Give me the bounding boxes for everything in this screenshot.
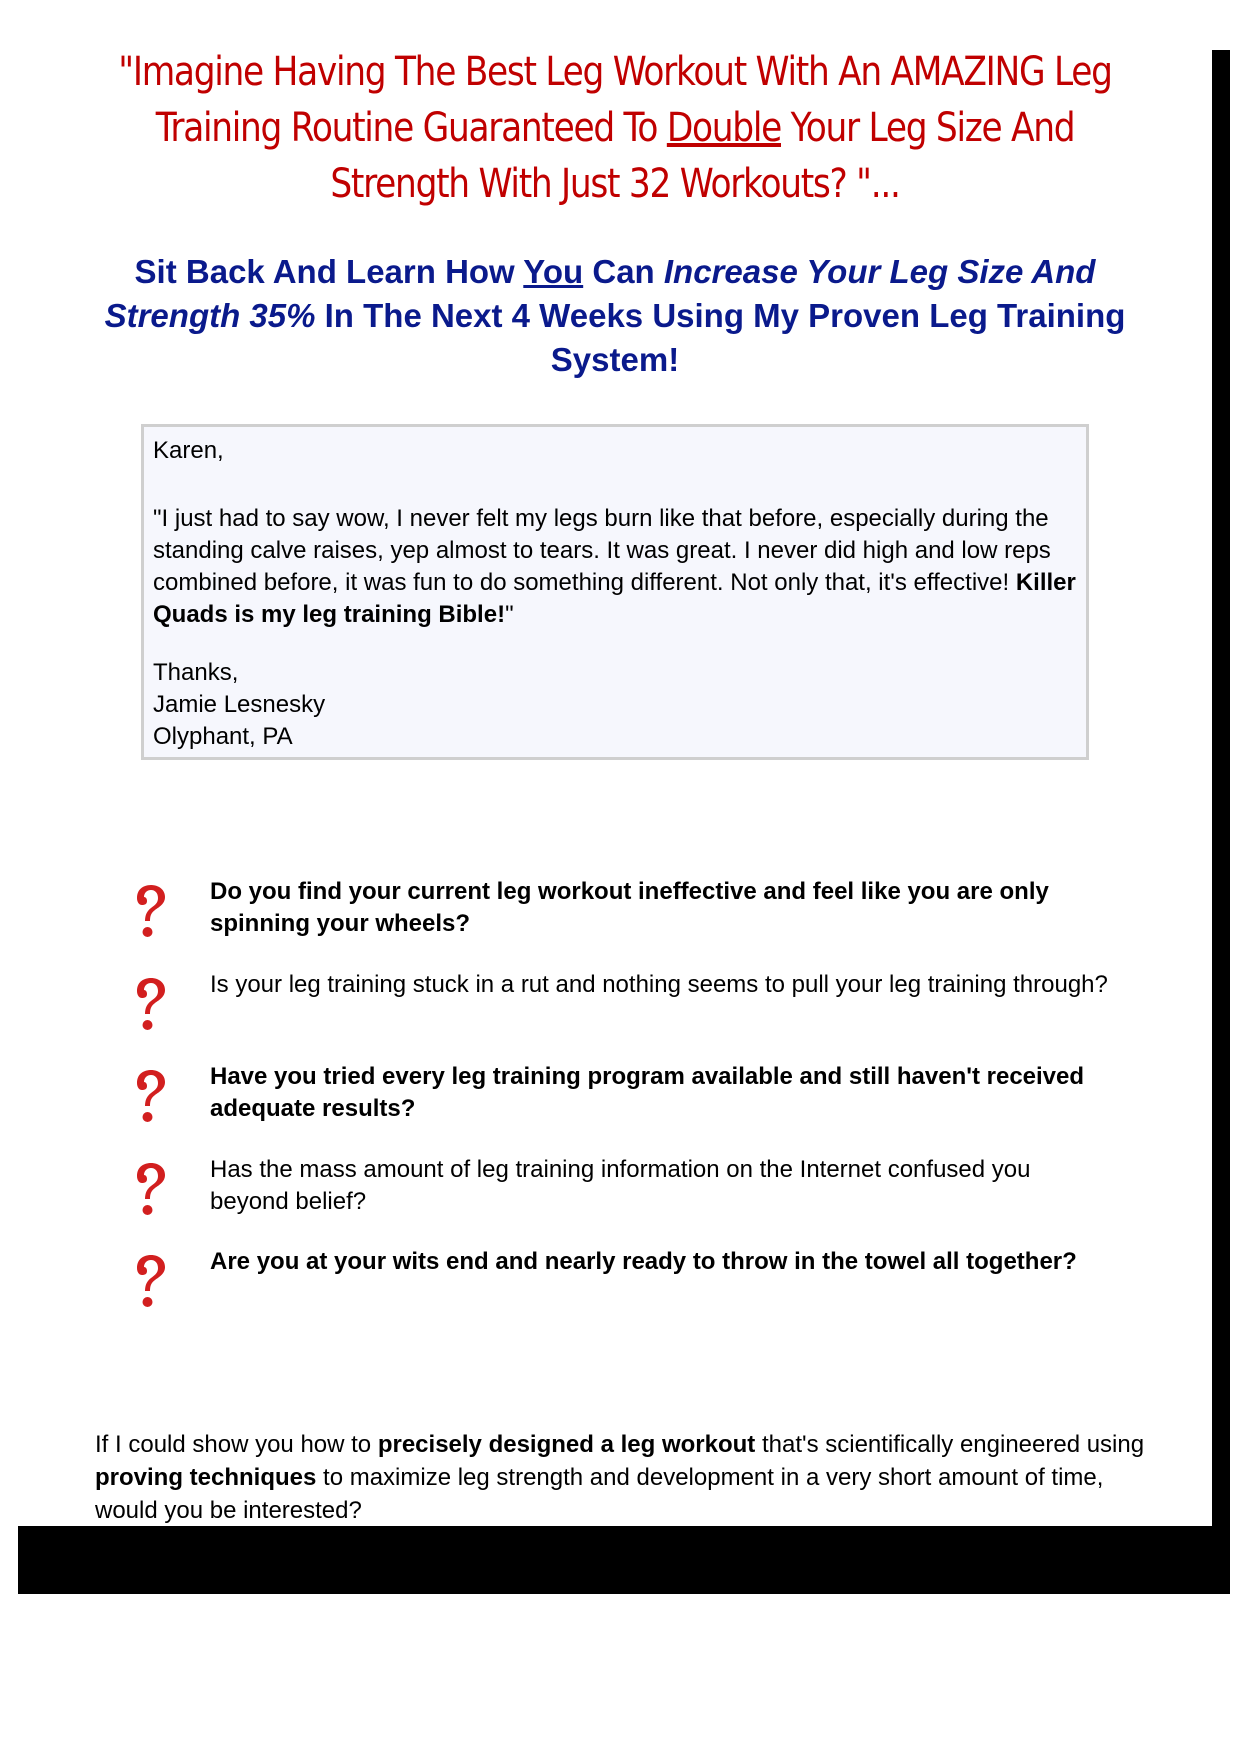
question-item bbox=[118, 876, 1118, 969]
closing-paragraph bbox=[95, 1428, 1145, 1527]
question-text: Have you tried every leg training program available and still haven't received adequate results? bbox=[210, 1063, 1085, 1122]
question-text: Has the mass amount of leg training information on the Internet confused you beyond belief? bbox=[210, 1155, 1031, 1215]
question-mark-icon bbox=[132, 1162, 168, 1218]
question-item bbox=[118, 1061, 1118, 1154]
headline bbox=[112, 44, 1118, 212]
testimonial-location: Olyphant, PA bbox=[153, 723, 293, 750]
question-text: Do you find your current leg workout ineffective and feel like you are only spinning your wheels? bbox=[210, 878, 1049, 937]
question-item bbox=[118, 1246, 1118, 1339]
testimonial-quote-text: "I just had to say wow, I never felt my legs burn like that before, especially during the standing calve raises, yep almost to tears. It was great. I never did high and low reps combined before, it was fun to do something different. Not only that, it's effective! bbox=[153, 505, 1051, 596]
headline-part2: Your Leg Size And Strength With Just 32 Workouts? "... bbox=[330, 105, 1075, 207]
closing-bold2: proving techniques bbox=[95, 1464, 317, 1491]
question-item bbox=[118, 1154, 1118, 1247]
question-mark-icon bbox=[132, 977, 168, 1033]
question-mark-icon bbox=[132, 1069, 168, 1125]
question-mark-icon bbox=[132, 1254, 168, 1310]
closing-part1: If I could show you how to bbox=[95, 1431, 378, 1458]
page-bottom-border bbox=[18, 1526, 1230, 1594]
subhead-part3: In The Next 4 Weeks Using My Proven Leg Training System! bbox=[315, 297, 1126, 378]
subhead-underlined: You bbox=[523, 253, 584, 290]
testimonial-quote-bold: Killer Quads is my leg training Bible! bbox=[153, 569, 1076, 628]
subhead-part1: Sit Back And Learn How bbox=[134, 253, 524, 290]
headline-underlined: Double bbox=[666, 105, 781, 151]
testimonial-box bbox=[141, 424, 1089, 760]
closing-part3: to maximize leg strength and development in a very short amount of time, would you be interested? bbox=[95, 1464, 1104, 1524]
testimonial-thanks: Thanks, bbox=[153, 659, 239, 686]
question-text: Are you at your wits end and nearly ready to throw in the towel all together? bbox=[210, 1248, 1077, 1275]
closing-bold1: precisely designed a leg workout bbox=[377, 1431, 756, 1458]
question-list bbox=[118, 876, 1118, 1339]
testimonial-quote-end: " bbox=[505, 601, 514, 628]
testimonial-name: Jamie Lesnesky bbox=[153, 691, 326, 718]
subhead-italic: Increase Your Leg Size And Strength 35% bbox=[104, 253, 1096, 334]
testimonial-quote bbox=[153, 503, 1078, 631]
question-mark-icon bbox=[132, 884, 168, 940]
page-right-border bbox=[1212, 50, 1230, 1590]
question-item bbox=[118, 969, 1118, 1062]
closing-part2: that's scientifically engineered using bbox=[755, 1431, 1145, 1458]
subhead-part2: Can bbox=[583, 253, 664, 290]
headline-part1: "Imagine Having The Best Leg Workout With An AMAZING Leg Training Routine Guaranteed To bbox=[118, 49, 1112, 151]
testimonial-greeting: Karen, bbox=[153, 437, 224, 464]
question-text: Is your leg training stuck in a rut and nothing seems to pull your leg training through? bbox=[210, 970, 1108, 998]
subheadline bbox=[100, 250, 1130, 382]
